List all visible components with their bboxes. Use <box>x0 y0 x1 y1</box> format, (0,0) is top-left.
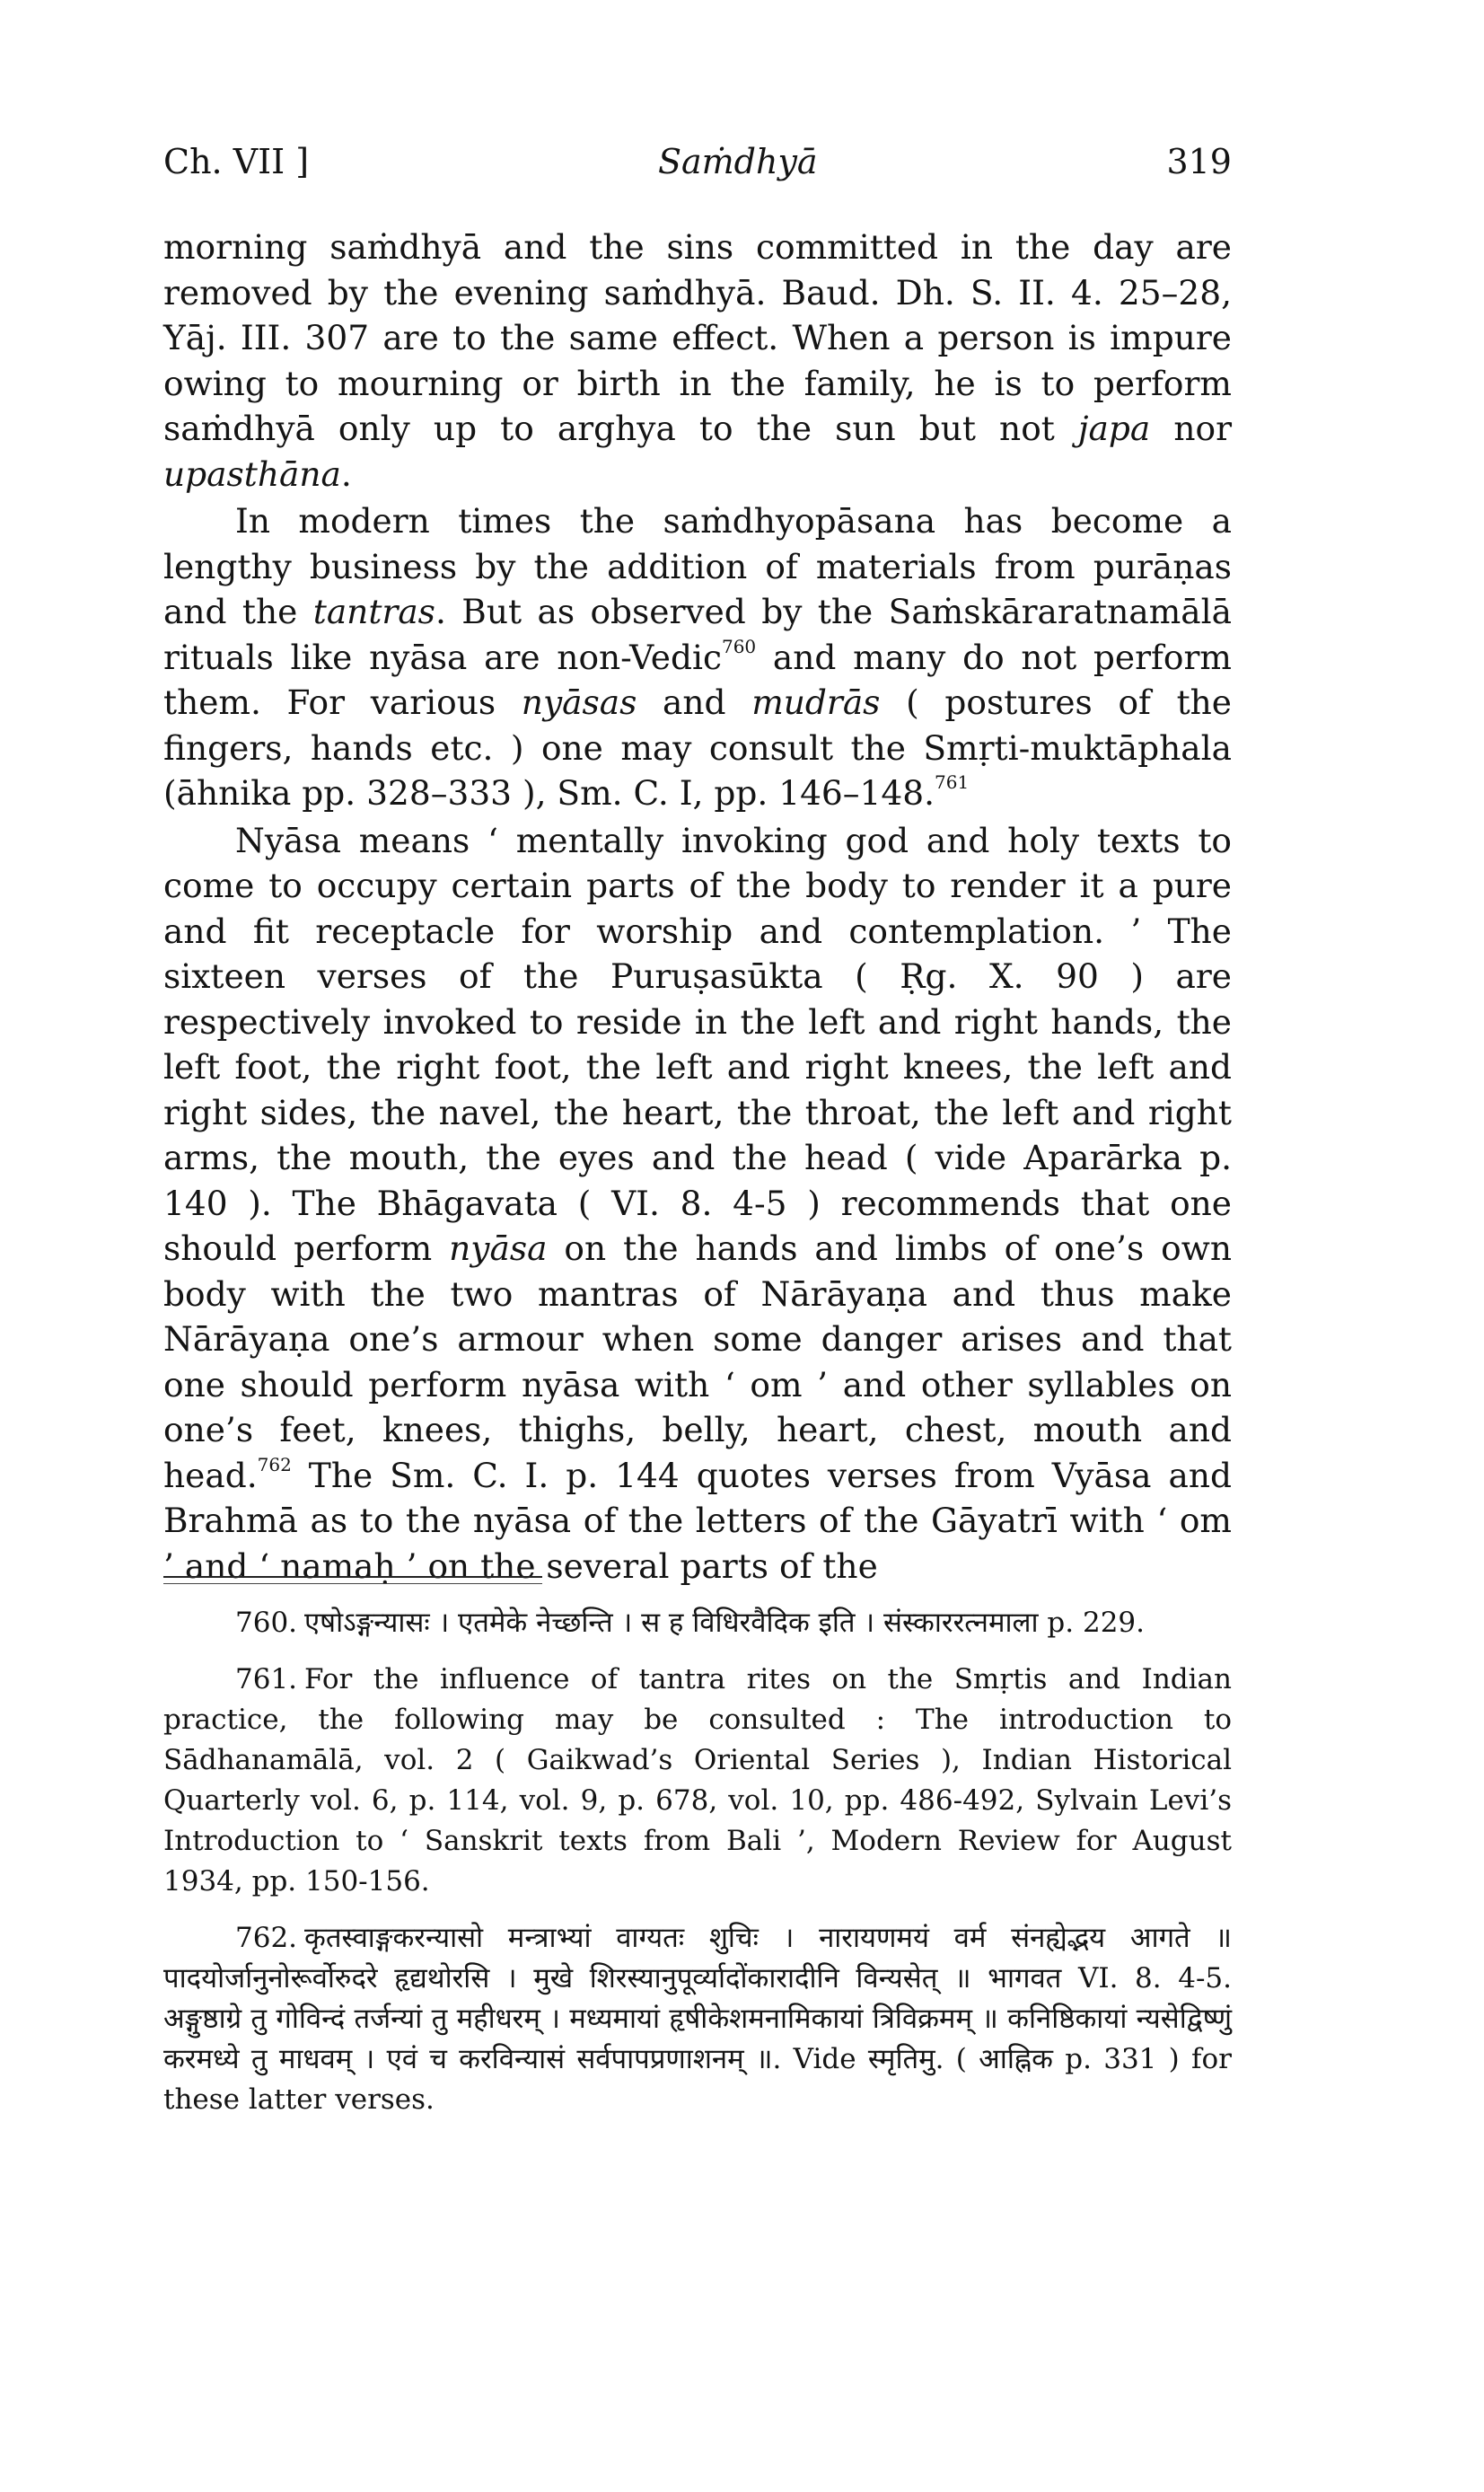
text-run: morning saṁdhyā and the sins committed in the day are removed by the evening saṁdhyā. Baud. Dh. S. II. 4. 25–28, Yāj. III. 307 are to the same effect. When a person is impure owing to mourning or birth in the family, he is to perform saṁdhyā only up to arghya to the sun but not <box>163 227 1232 448</box>
page-number: 319 <box>1166 142 1232 181</box>
text-run: ( postures of the fingers, hands etc. ) one may consult the Smṛti-muktāphala (āhnika pp. 328–333 ), Sm. C. I, pp. 146–148. <box>163 682 1233 813</box>
text-run: In modern times the saṁdhyopāsana has become a lengthy business by the addition of materials from purāṇas and the <box>163 501 1232 631</box>
footnote-number: 760. <box>235 1607 298 1639</box>
footnote <box>163 1660 1232 1902</box>
text-run: Nyāsa means ‘ mentally invoking god and holy texts to come to occupy certain parts of the body to render it a pure and fit receptacle for worship and contemplation. ’ The sixteen verses of the Puruṣasūkta ( Ṛg. X. 90 ) are respectively invoked to reside in the left and right hands, the left foot, the right foot, the left and right knees, the left and right sides, the navel, the heart, the throat, the left and right arms, the mouth, the eyes and the head ( vide Aparārka p. 140 ). The Bhāgavata ( VI. 8. 4-5 ) recommends that one should perform <box>163 820 1232 1268</box>
footnote-text: For the influence of tantra rites on the Smṛtis and Indian practice, the following may be consulted : The introduction to Sādhanamālā, vol. 2 ( Gaikwad’s Oriental Series ), Indian Historical Quarterly vol. 6, p. 114, vol. 9, p. 678, vol. 10, pp. 486-492, Sylvain Levi’s Introduction to ‘ Sanskrit texts from Bali ’, Modern Review for August 1934, pp. 150-156. <box>163 1663 1232 1898</box>
running-header <box>163 135 1232 189</box>
text-run: and many do not perform them. For various <box>163 637 1232 722</box>
text-run: . But as observed by the Saṁskāraratnamālā rituals like nyāsa are non-Vedic <box>163 592 1232 677</box>
footnotes <box>163 1603 1232 2136</box>
body-text <box>163 225 1232 1590</box>
text-run: . <box>340 453 352 494</box>
italic-term: nyāsa <box>449 1228 548 1268</box>
footnote-number: 762. <box>235 1922 298 1954</box>
paragraph <box>163 225 1232 497</box>
text-run: and <box>637 682 752 722</box>
italic-term: nyāsas <box>521 682 637 722</box>
paragraph <box>163 818 1232 1589</box>
footnote-separator <box>163 1576 542 1578</box>
paragraph <box>163 498 1232 816</box>
footnote-ref: 761 <box>935 771 970 793</box>
footnote-ref: 760 <box>721 635 757 657</box>
footnote-text: कृतस्वाङ्गकरन्यासो मन्त्राभ्यां वाग्यतः शुचिः । नारायणमयं वर्म संनह्येद्भय आगते ॥ पादयोर्जानुनोरूर्वोरुदरे हृद्यथोरसि । मुखे शिरस्यानुपूर्व्यादोंकारादीनि विन्यसेत् ॥ भागवत VI. 8. 4-5. अङ्गुष्ठाग्रे तु गोविन्दं तर्जन्यां तु महीधरम् । मध्यमायां हृषीकेशमनामिकायां त्रिविक्रमम् ॥ कनिष्ठिकायां न्यसेद्विष्णुं करमध्ये तु माधवम् । एवं च करविन्यासं सर्वपापप्रणाशनम् ॥. Vide स्मृतिमु. ( आह्निक p. 331 ) for these latter verses. <box>163 1922 1232 2116</box>
footnote-number: 761. <box>235 1663 298 1695</box>
page-title: Saṁdhyā <box>657 142 818 181</box>
footnote-text: एषोऽङ्गन्यासः । एतमेके नेच्छन्ति । स ह विधिरवैदिक इति । संस्काररत्नमाला p. 229. <box>304 1607 1146 1639</box>
italic-term: tantras <box>312 592 435 631</box>
italic-term: mudrās <box>751 682 881 722</box>
italic-term: upasthāna <box>163 453 341 494</box>
footnote-ref: 762 <box>257 1453 292 1475</box>
text-run: nor <box>1150 409 1232 448</box>
italic-term: japa <box>1077 409 1151 448</box>
chapter-label: Ch. VII ] <box>163 142 310 181</box>
text-run: The Sm. C. I. p. 144 quotes verses from Vyāsa and Brahmā as to the nyāsa of the letters of the Gāyatrī with ‘ om ’ and ‘ namaḥ ’ on the several parts of the <box>163 1455 1232 1586</box>
footnote <box>163 1918 1232 2120</box>
footnote <box>163 1603 1232 1643</box>
footnote-separator-thin <box>163 1583 542 1584</box>
text-run: on the hands and limbs of one’s own body with the two mantras of Nārāyaṇa and thus make Nārāyaṇa one’s armour when some danger arises and that one should perform nyāsa with ‘ om ’ and other syllables on one’s feet, knees, thighs, belly, heart, chest, mouth and head. <box>163 1228 1233 1495</box>
